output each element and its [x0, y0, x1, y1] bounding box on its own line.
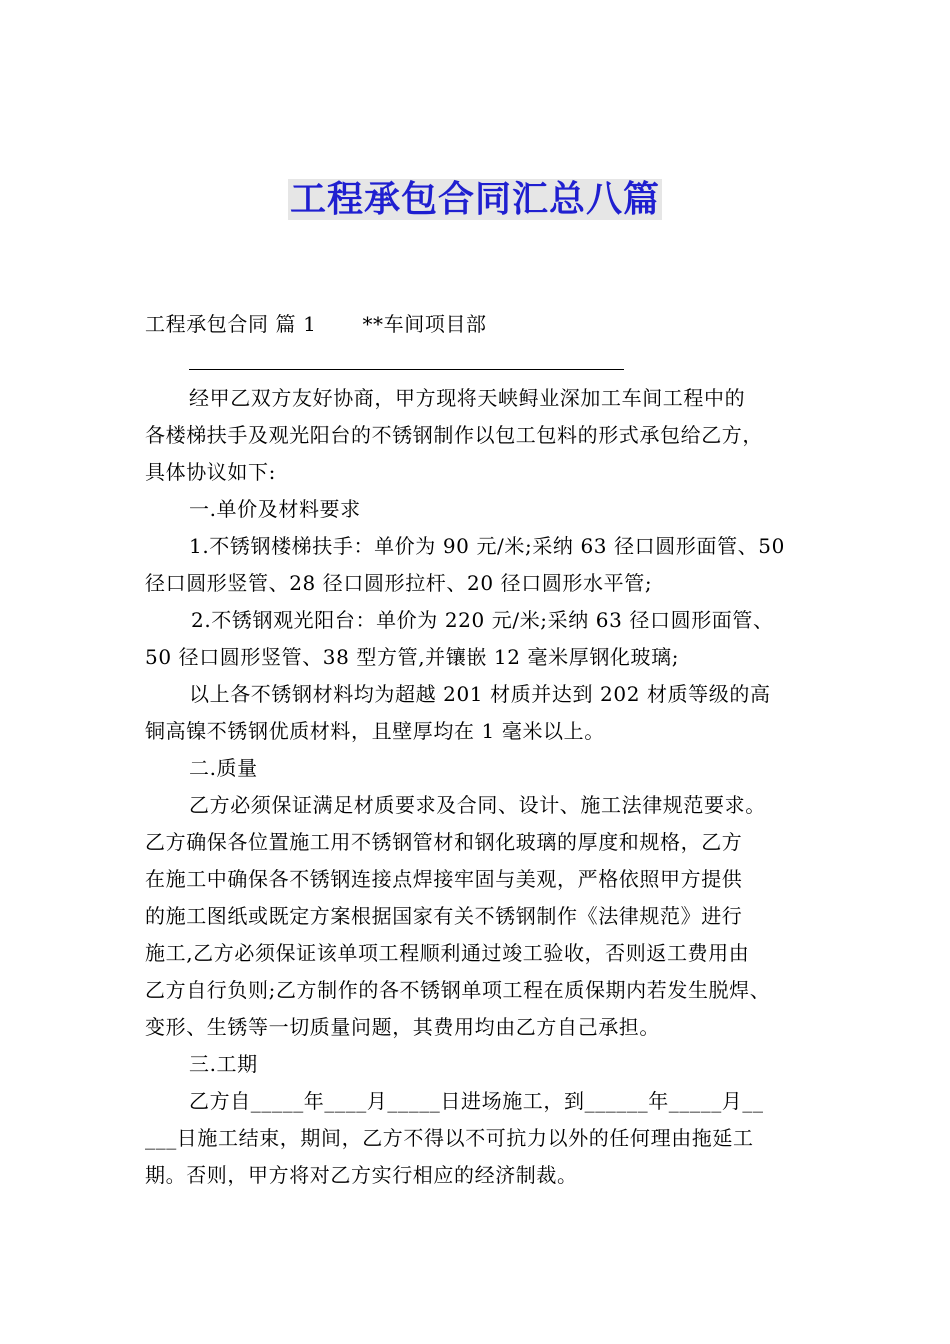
contract-header — [145, 306, 810, 343]
schedule-line3: 期。否则，甲方将对乙方实行相应的经济制裁。 — [145, 1163, 578, 1187]
schedule-line1: 乙方自_____年____月_____日进场施工，到______年_____月__ — [189, 1089, 764, 1113]
quality-line4: 的施工图纸或既定方案根据国家有关不锈钢制作《法律规范》进行 — [145, 904, 743, 928]
item1-line2: 径口圆形竖管、28 径口圆形拉杆、20 径口圆形水平管; — [145, 571, 653, 595]
item2-line1: 2.不锈钢观光阳台：单价为 220 元/米;采纳 63 径口圆形面管、 — [191, 608, 774, 632]
quality-line2: 乙方确保各位置施工用不锈钢管材和钢化玻璃的厚度和规格，乙方 — [145, 830, 743, 854]
item2-line2: 50 径口圆形竖管、38 型方管,并镶嵌 12 毫米厚钢化玻璃; — [145, 645, 680, 669]
quality-line7: 变形、生锈等一切质量问题，其费用均由乙方自己承担。 — [145, 1015, 660, 1039]
quality-line6: 乙方自行负则;乙方制作的各不锈钢单项工程在质保期内若发生脱焊、 — [145, 978, 771, 1002]
material-line2: 铜高镍不锈钢优质材料，且壁厚均在 1 毫米以上。 — [145, 719, 605, 743]
schedule-line2: ___日施工结束，期间，乙方不得以不可抗力以外的任何理由拖延工 — [145, 1126, 754, 1150]
material-line1: 以上各不锈钢材料均为超越 201 材质并达到 202 材质等级的高 — [189, 682, 771, 706]
section-heading-price: 一.单价及材料要求 — [189, 497, 361, 521]
document-title — [0, 176, 950, 224]
quality-line3: 在施工中确保各不锈钢连接点焊接牢固与美观，严格依照甲方提供 — [145, 867, 743, 891]
section-heading-schedule: 三.工期 — [189, 1052, 258, 1076]
document-body — [145, 306, 810, 1194]
document-title-text: 工程承包合同汇总八篇 — [289, 179, 660, 220]
paragraph-intro-line2: 各楼梯扶手及观光阳台的不锈钢制作以包工包料的形式承包给乙方， — [145, 423, 763, 447]
paragraph-intro-line1: 经甲乙双方友好协商，甲方现将天峡鲟业深加工车间工程中的 — [189, 386, 746, 410]
item1-line1: 1.不锈钢楼梯扶手：单价为 90 元/米;采纳 63 径口圆形面管、50 — [189, 534, 785, 558]
quality-line1: 乙方必须保证满足材质要求及合同、设计、施工法律规范要求。 — [189, 793, 766, 817]
paragraph-intro-line3: 具体协议如下: — [145, 460, 276, 484]
signature-underline — [189, 343, 624, 370]
quality-line5: 施工,乙方必须保证该单项工程顺利通过竣工验收，否则返工费用由 — [145, 941, 750, 965]
section-heading-quality: 二.质量 — [189, 756, 258, 780]
department-name: **车间项目部 — [362, 312, 487, 336]
contract-number: 工程承包合同 篇 1 — [145, 312, 317, 336]
